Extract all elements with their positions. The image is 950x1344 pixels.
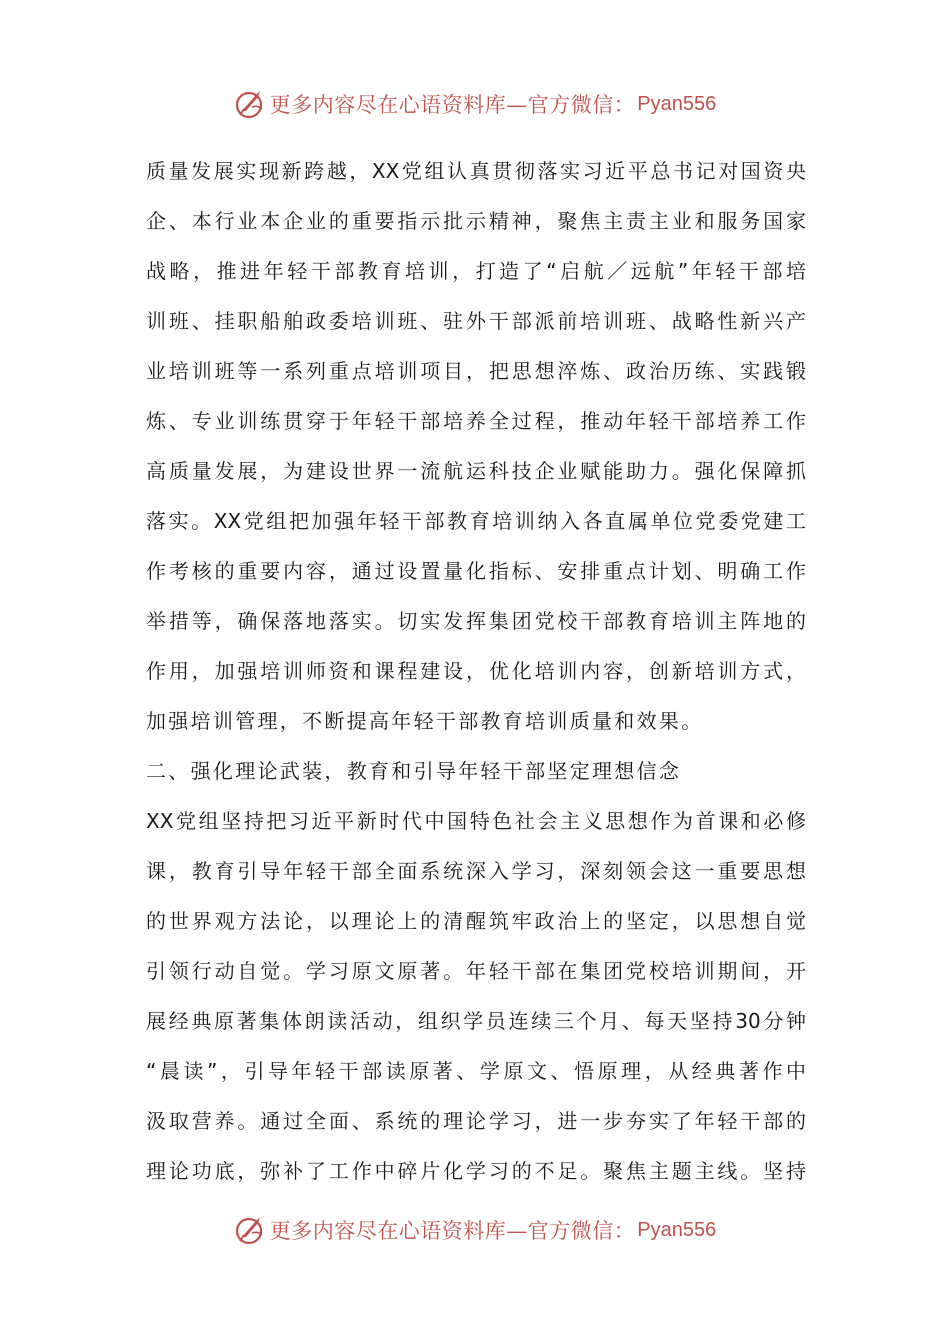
text-line: 作用，加强培训师资和课程建设，优化培训内容，创新培训方式， bbox=[146, 659, 806, 683]
watermark-text: 更多内容尽在心语资料库—官方微信： bbox=[269, 93, 636, 117]
text-line: 高质量发展，为建设世界一流航运科技企业赋能助力。强化保障抓 bbox=[146, 459, 806, 483]
text-line: 作考核的重要内容，通过设置量化指标、安排重点计划、明确工作 bbox=[146, 559, 806, 583]
text-line: 汲取营养。通过全面、系统的理论学习，进一步夯实了年轻干部的 bbox=[146, 1109, 806, 1133]
text-line: “晨读”，引导年轻干部读原著、学原文、悟原理，从经典著作中 bbox=[146, 1059, 806, 1083]
text-line: 企、本行业本企业的重要指示批示精神，聚焦主责主业和服务国家 bbox=[146, 209, 806, 233]
watermark-handle: Pyan556 bbox=[637, 1218, 717, 1241]
text-line: 训班、挂职船舶政委培训班、驻外干部派前培训班、战略性新兴产 bbox=[146, 309, 806, 333]
quill-seal-icon bbox=[234, 1213, 268, 1247]
text-line: 加强培训管理，不断提高年轻干部教育培训质量和效果。 bbox=[146, 709, 704, 733]
text-line: XX党组坚持把习近平新时代中国特色社会主义思想作为首课和必修 bbox=[146, 809, 806, 833]
text-line: 质量发展实现新跨越，XX党组认真贯彻落实习近平总书记对国资央 bbox=[146, 159, 806, 183]
section-heading: 二、强化理论武装，教育和引导年轻干部坚定理想信念 bbox=[146, 759, 682, 783]
text-line: 展经典原著集体朗读活动，组织学员连续三个月、每天坚持30分钟 bbox=[146, 1009, 806, 1033]
document-body bbox=[146, 146, 806, 1196]
text-line: 引领行动自觉。学习原文原著。年轻干部在集团党校培训期间，开 bbox=[146, 959, 806, 983]
header-watermark bbox=[0, 84, 950, 124]
watermark-text: 更多内容尽在心语资料库—官方微信： bbox=[269, 1219, 636, 1243]
text-line: 课，教育引导年轻干部全面系统深入学习，深刻领会这一重要思想 bbox=[146, 859, 806, 883]
text-line: 的世界观方法论，以理论上的清醒筑牢政治上的坚定，以思想自觉 bbox=[146, 909, 806, 933]
quill-seal-icon bbox=[234, 87, 268, 121]
text-line: 理论功底，弥补了工作中碎片化学习的不足。聚焦主题主线。坚持 bbox=[146, 1159, 806, 1183]
text-line: 落实。XX党组把加强年轻干部教育培训纳入各直属单位党委党建工 bbox=[146, 509, 806, 533]
text-line: 炼、专业训练贯穿于年轻干部培养全过程，推动年轻干部培养工作 bbox=[146, 409, 806, 433]
text-line: 举措等，确保落地落实。切实发挥集团党校干部教育培训主阵地的 bbox=[146, 609, 806, 633]
watermark-handle: Pyan556 bbox=[637, 92, 717, 115]
text-line: 业培训班等一系列重点培训项目，把思想淬炼、政治历练、实践锻 bbox=[146, 359, 806, 383]
footer-watermark bbox=[0, 1210, 950, 1250]
text-line: 战略，推进年轻干部教育培训，打造了“启航／远航”年轻干部培 bbox=[146, 259, 806, 283]
